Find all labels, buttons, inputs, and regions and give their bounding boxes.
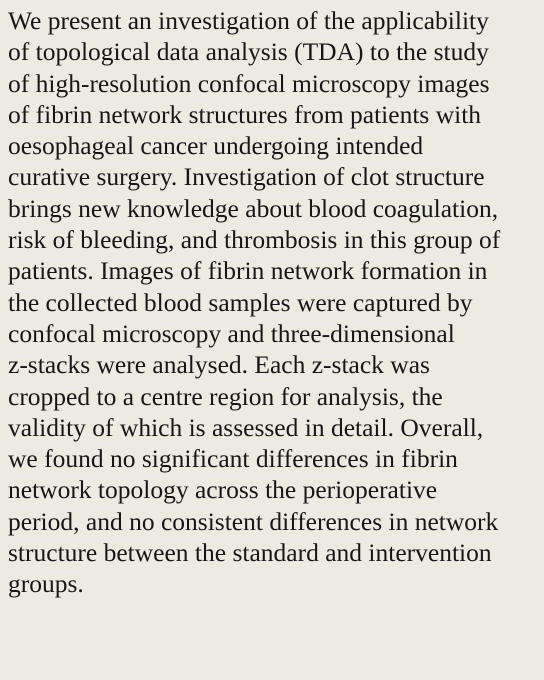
abstract-line: oesophageal cancer undergoing intended [8,131,424,161]
abstract-line: curative surgery. Investigation of clot structure [8,162,485,192]
abstract-line: z-stacks were analysed. Each z-stack was [8,350,430,380]
abstract-line: of high-resolution confocal microscopy images [8,68,490,98]
abstract-line: confocal microscopy and three-dimensional [8,318,455,348]
abstract-line: patients. Images of fibrin network formation in [8,256,488,286]
abstract-line: the collected blood samples were captured by [8,287,473,317]
abstract-line: groups. [8,569,84,599]
abstract-line: validity of which is assessed in detail. Overall, [8,412,484,442]
abstract-text [8,5,538,600]
abstract-line: risk of bleeding, and thrombosis in this group of [8,225,501,255]
abstract-line: cropped to a centre region for analysis, the [8,381,443,411]
abstract-line: structure between the standard and intervention [8,538,492,568]
abstract-line: of fibrin network structures from patients with [8,99,482,129]
abstract-line: brings new knowledge about blood coagulation, [8,193,499,223]
abstract-line: We present an investigation of the applicability [8,6,489,35]
abstract-line: period, and no consistent differences in network [8,506,499,536]
abstract-line: network topology across the perioperative [8,475,438,505]
abstract-line: of topological data analysis (TDA) to the study [8,37,489,67]
abstract-line: we found no significant differences in fibrin [8,444,458,474]
